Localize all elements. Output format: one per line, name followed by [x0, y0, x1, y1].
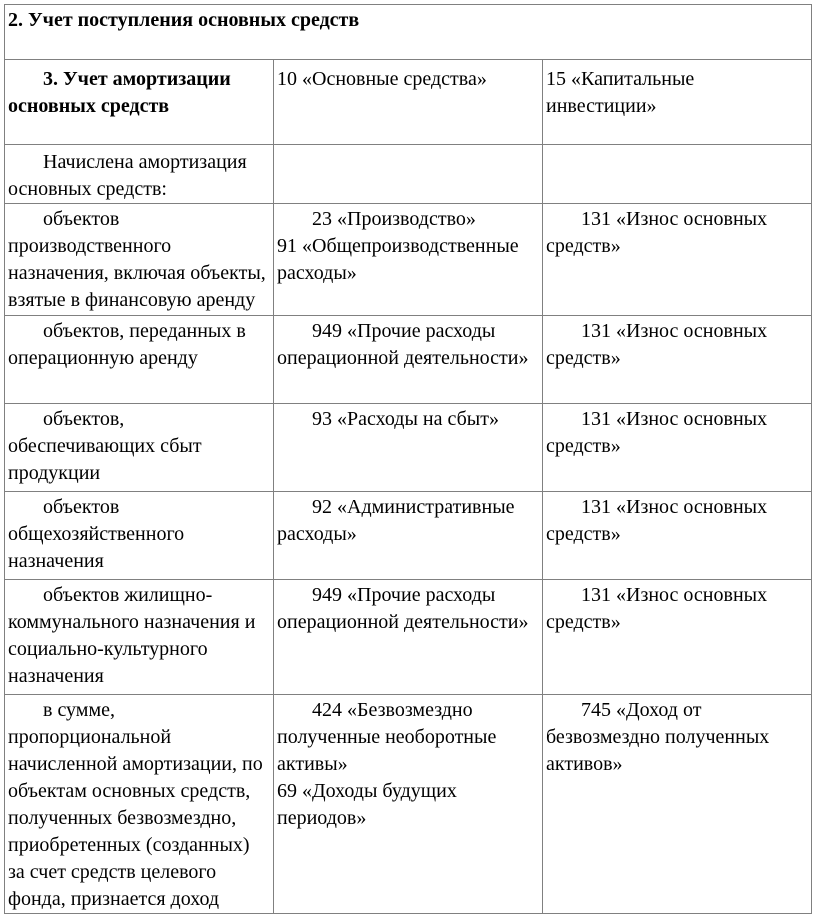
accounting-table [4, 4, 812, 914]
section-title: 2. Учет поступления основных средств [5, 5, 812, 60]
operation-cell: в сумме, пропорциональной начисленной амортизации, по объектам основных средств, полученных безвозмездно, приобретенных (созданных) за счет средств целевого фонда, признается доход [5, 695, 274, 914]
debit-account-secondary: 69 «Доходы будущих периодов» [277, 780, 457, 829]
debit-account-secondary: 91 «Общепроизводственные расходы» [277, 235, 519, 284]
table-row [5, 580, 812, 695]
credit-cell: 131 «Износ основных средств» [543, 580, 812, 695]
operation-cell: объектов, обеспечивающих сбыт продукции [5, 404, 274, 492]
credit-cell: 131 «Износ основных средств» [543, 316, 812, 404]
operation-cell: объектов, переданных в операционную аренду [5, 316, 274, 404]
operation-cell: объектов общехозяйственного назначения [5, 492, 274, 580]
table-row [5, 695, 812, 914]
debit-cell: 949 «Прочие расходы операционной деятельности» [274, 316, 543, 404]
table-row [5, 316, 812, 404]
debit-cell: 93 «Расходы на сбыт» [274, 404, 543, 492]
debit-account: 23 «Производство» [312, 208, 476, 230]
table-row [5, 492, 812, 580]
debit-cell [274, 145, 543, 204]
operation-cell: объектов жилищно-коммунального назначения и социально-культурного назначения [5, 580, 274, 695]
operation-cell: Начислена амортизация основных средств: [5, 145, 274, 204]
debit-cell: 949 «Прочие расходы операционной деятельности» [274, 580, 543, 695]
header-cell-credit: 15 «Капитальные инвестиции» [543, 60, 812, 145]
credit-cell: 131 «Износ основных средств» [543, 404, 812, 492]
debit-cell [274, 204, 543, 316]
credit-cell: 131 «Износ основных средств» [543, 204, 812, 316]
debit-cell [274, 695, 543, 914]
credit-cell [543, 145, 812, 204]
table-row [5, 404, 812, 492]
credit-cell: 131 «Износ основных средств» [543, 492, 812, 580]
debit-account: 424 «Безвозмездно полученные необоротные активы» [277, 699, 497, 775]
header-row [5, 60, 812, 145]
table-row [5, 145, 812, 204]
operation-cell: объектов производственного назначения, включая объекты, взятые в финансовую аренду [5, 204, 274, 316]
table-row [5, 204, 812, 316]
debit-cell: 92 «Административные расходы» [274, 492, 543, 580]
header-cell-debit: 10 «Основные средства» [274, 60, 543, 145]
section-title-row [5, 5, 812, 60]
credit-cell: 745 «Доход от безвозмездно полученных активов» [543, 695, 812, 914]
header-cell-operation: 3. Учет амортизации основных средств [5, 60, 274, 145]
